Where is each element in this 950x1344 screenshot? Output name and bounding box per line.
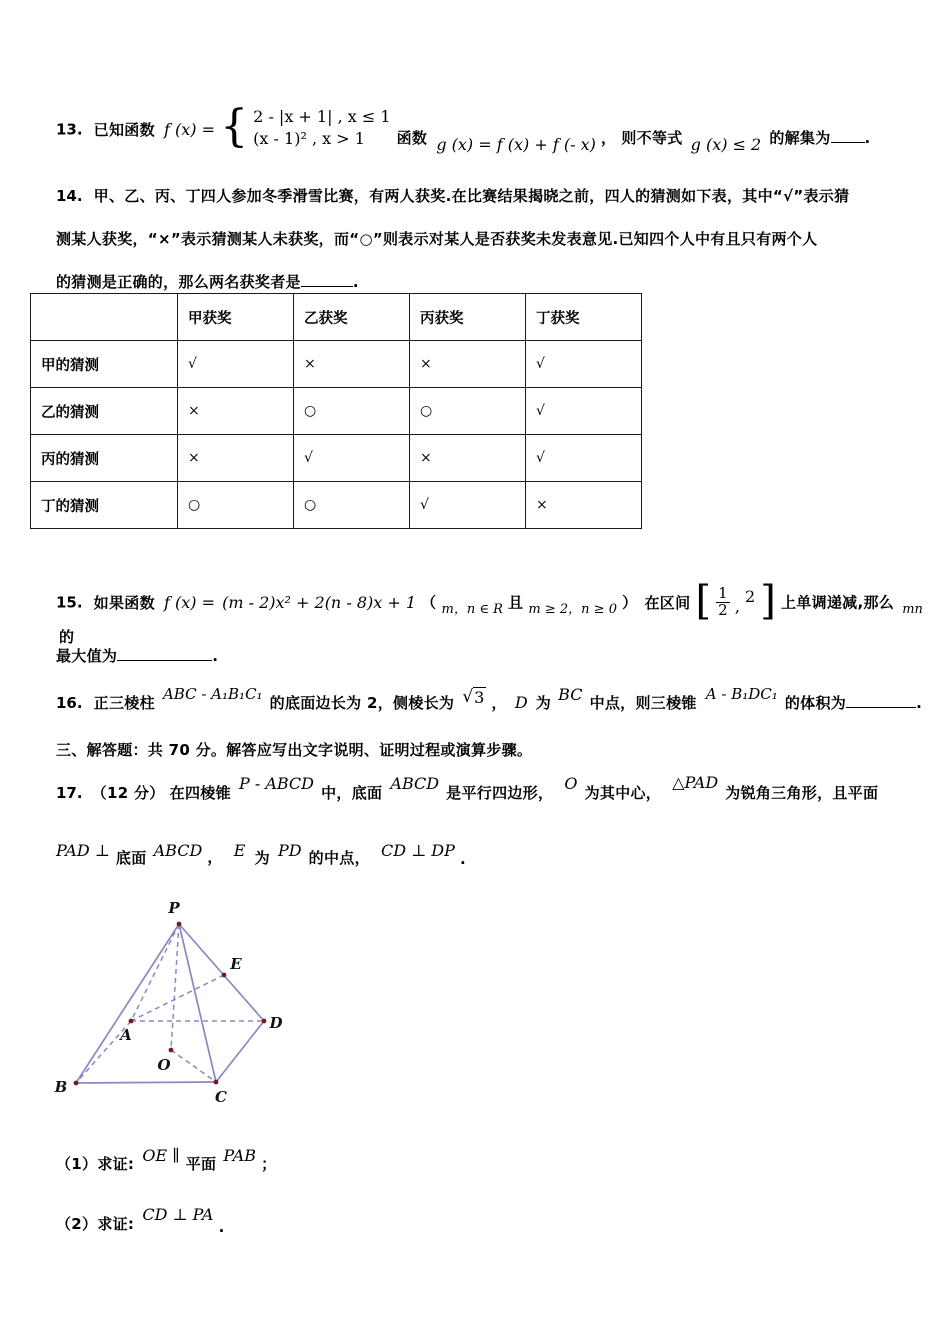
interval-fraction-numerator: 1 bbox=[718, 583, 728, 602]
vertex-dot-D bbox=[262, 1019, 267, 1024]
question-15-interval-lead: 在区间 bbox=[644, 593, 691, 612]
table-row bbox=[31, 435, 642, 482]
question-16 bbox=[56, 685, 946, 713]
question-13 bbox=[56, 101, 926, 154]
question-16-prism: ABC - A₁B₁C₁ bbox=[162, 685, 263, 704]
vertex-label-E: E bbox=[230, 955, 242, 973]
question-16-lead: 正三棱柱 bbox=[93, 694, 155, 713]
question-16-tail: 的体积为 bbox=[784, 694, 847, 713]
radical-sign: √ bbox=[462, 687, 474, 708]
vertex-dot-E bbox=[222, 973, 227, 978]
question-14-answer-blank[interactable] bbox=[301, 271, 353, 287]
vertex-label-C: C bbox=[215, 1088, 227, 1106]
question-13-gx: g (x) = f (x) + f (- x) bbox=[436, 134, 596, 154]
pyramid-figure bbox=[40, 890, 360, 1120]
question-17-point-o: O bbox=[564, 774, 578, 793]
question-15-condition-1: m，n ∈ R bbox=[441, 601, 503, 617]
question-17-sub-1-body: OE ∥ bbox=[142, 1146, 180, 1165]
table-cell-1-3: √ bbox=[526, 388, 642, 435]
question-17-number: 17. bbox=[56, 784, 83, 802]
question-17-pad-perp: PAD ⊥ bbox=[56, 841, 110, 860]
vertex-label-P: P bbox=[168, 899, 180, 917]
question-13-end: . bbox=[864, 128, 871, 147]
question-15-de: 的 bbox=[59, 628, 75, 646]
question-14-text-line-3: 的猜测是正确的，那么两名获奖者是 bbox=[56, 273, 301, 292]
question-14-line-1 bbox=[56, 185, 936, 206]
question-15-paren-close: ） bbox=[622, 593, 638, 612]
vertex-dot-C bbox=[214, 1080, 219, 1085]
table-row bbox=[31, 388, 642, 435]
question-17-sub-1-end: ； bbox=[261, 1155, 277, 1173]
question-15-answer-blank[interactable] bbox=[117, 645, 212, 661]
interval-fraction-denominator: 2 bbox=[718, 600, 728, 619]
table-cell-0-2: × bbox=[410, 341, 526, 388]
vertex-dot-A bbox=[129, 1019, 134, 1024]
question-15-line-2-text: 最大值为 bbox=[56, 647, 118, 666]
question-13-mid: 函数 bbox=[396, 128, 428, 147]
table-col-header-2: 丙获奖 bbox=[410, 294, 526, 341]
table-cell-3-2: √ bbox=[410, 482, 526, 529]
vertex-label-B: B bbox=[54, 1078, 68, 1096]
table-row bbox=[31, 341, 642, 388]
edge-P-O bbox=[171, 924, 179, 1050]
edge-C-D bbox=[216, 1021, 264, 1082]
table-row-label-1: 乙的猜测 bbox=[31, 388, 178, 435]
question-17-line-2-wei: 为 bbox=[254, 849, 270, 867]
table-cell-2-2: × bbox=[410, 435, 526, 482]
question-16-bc: BC bbox=[558, 685, 583, 705]
table-cell-3-1: ○ bbox=[294, 482, 410, 529]
section-3-heading: 三、解答题：共 70 分。解答应写出文字说明、证明过程或演算步骤。 bbox=[56, 741, 533, 759]
interval-separator: , bbox=[734, 596, 740, 616]
vertex-dot-B bbox=[74, 1081, 79, 1086]
question-17-line-2-end: . bbox=[459, 850, 466, 868]
question-15-condition-mid: 且 bbox=[508, 593, 524, 612]
table-cell-2-0: × bbox=[178, 435, 294, 482]
table-cell-1-2: ○ bbox=[410, 388, 526, 435]
question-17-abcd: ABCD bbox=[153, 841, 203, 860]
pyramid-figure-svg bbox=[40, 890, 360, 1120]
question-16-radicand: 3 bbox=[474, 688, 485, 708]
table-cell-0-3: √ bbox=[526, 341, 642, 388]
table-row-label-3: 丁的猜测 bbox=[31, 482, 178, 529]
question-13-piece-1: 2 - |x + 1| , x ≤ 1 bbox=[253, 107, 391, 126]
question-17-mid-1: 中，底面 bbox=[321, 784, 383, 802]
question-13-number: 13. bbox=[56, 120, 83, 139]
edge-P-C bbox=[179, 924, 216, 1082]
question-16-number: 16. bbox=[56, 694, 83, 713]
question-15-interval-upper: 2 bbox=[745, 586, 756, 606]
question-17-line-2 bbox=[56, 840, 946, 868]
vertex-dot-P bbox=[177, 922, 182, 927]
question-13-comma: ， bbox=[600, 128, 617, 147]
table-col-header-1: 乙获奖 bbox=[294, 294, 410, 341]
question-16-answer-blank[interactable] bbox=[846, 692, 916, 708]
question-13-tail: 的解集为 bbox=[769, 128, 831, 147]
question-13-then: 则不等式 bbox=[621, 128, 683, 147]
question-15-interval-fraction bbox=[716, 583, 730, 619]
question-14-line-2: 测某人获奖，“×”表示猜测某人未获奖，而“○”则表示对某人是否获奖未发表意见.已知四个人中有且只有两个人 bbox=[56, 230, 818, 248]
question-17-sub-2-end: . bbox=[218, 1218, 225, 1236]
table-row-label-0: 甲的猜测 bbox=[31, 341, 178, 388]
vertex-label-A: A bbox=[120, 1026, 132, 1044]
question-13-lead: 已知函数 bbox=[93, 120, 155, 139]
question-17-pyramid: P - ABCD bbox=[238, 774, 314, 793]
question-14-text-line-1: 甲、乙、丙、丁四人参加冬季滑雪比赛，有两人获奖.在比赛结果揭晓之前，四人的猜测如下表，其中“√”表示猜 bbox=[93, 187, 850, 205]
question-15-line-1 bbox=[56, 580, 946, 647]
question-17-sub-1-label: （1）求证: bbox=[56, 1155, 135, 1173]
vertex-label-D: D bbox=[269, 1014, 283, 1032]
brace-glyph: { bbox=[220, 101, 249, 152]
question-15-lead: 如果函数 bbox=[93, 593, 155, 612]
question-16-sqrt bbox=[462, 686, 486, 707]
question-17-mid-2: 是平行四边形， bbox=[446, 784, 554, 802]
question-13-piecewise bbox=[220, 101, 391, 152]
question-17-sub-1 bbox=[56, 1146, 277, 1174]
question-15-mn: mn bbox=[902, 601, 923, 617]
question-17-cd-perp-dp: CD ⊥ DP bbox=[380, 841, 455, 860]
table-cell-2-1: √ bbox=[294, 435, 410, 482]
question-14-number: 14. bbox=[56, 187, 83, 205]
table-cell-2-3: √ bbox=[526, 435, 642, 482]
table-cell-0-1: × bbox=[294, 341, 410, 388]
question-13-answer-blank[interactable] bbox=[831, 126, 865, 142]
question-16-end: . bbox=[916, 694, 923, 713]
table-cell-1-1: ○ bbox=[294, 388, 410, 435]
question-17-point-e: E bbox=[233, 841, 246, 860]
question-17-pd: PD bbox=[277, 841, 302, 860]
vertex-label-O: O bbox=[157, 1056, 171, 1074]
question-17-sub-2-label: （2）求证: bbox=[56, 1215, 135, 1233]
question-17-lead: 在四棱锥 bbox=[169, 784, 231, 802]
question-17-points: （12 分） bbox=[91, 784, 165, 802]
table-col-header-3: 丁获奖 bbox=[526, 294, 642, 341]
question-17-base: ABCD bbox=[390, 774, 440, 793]
question-17-line-2-comma: ， bbox=[207, 848, 223, 866]
question-15-line-2 bbox=[56, 645, 218, 666]
edge-B-C bbox=[76, 1082, 216, 1083]
question-17-sub-2 bbox=[56, 1205, 225, 1236]
edge-P-A bbox=[131, 924, 179, 1021]
interval-bracket-left: [ bbox=[695, 578, 712, 624]
table-cell-0-0: √ bbox=[178, 341, 294, 388]
question-14-line-3-end: . bbox=[352, 273, 359, 292]
question-17-line-2-mid: 的中点， bbox=[308, 849, 370, 867]
question-15-paren-open: （ bbox=[421, 593, 437, 612]
question-17-dimian: 底面 bbox=[115, 849, 147, 867]
table-row bbox=[31, 482, 642, 529]
question-15-line-2-end: . bbox=[212, 647, 219, 666]
table-header-row bbox=[31, 294, 642, 341]
question-16-mid-2: 中点，则三棱锥 bbox=[589, 694, 697, 713]
question-13-fx: f (x) = bbox=[163, 119, 215, 139]
table-corner-cell bbox=[31, 294, 178, 341]
question-17-line-1 bbox=[56, 773, 946, 803]
question-17-mid-3: 为其中心， bbox=[584, 784, 662, 802]
guess-table bbox=[30, 293, 642, 529]
question-17-mid-4: 为锐角三角形，且平面 bbox=[725, 784, 879, 802]
question-13-inequality: g (x) ≤ 2 bbox=[690, 134, 762, 154]
table-col-header-0: 甲获奖 bbox=[178, 294, 294, 341]
question-16-mid-1: 的底面边长为 2，侧棱长为 bbox=[269, 694, 455, 713]
edge-E-A bbox=[131, 975, 224, 1021]
question-17-sub-2-body: CD ⊥ PA bbox=[142, 1205, 214, 1224]
table-cell-3-3: × bbox=[526, 482, 642, 529]
question-16-comma: ， bbox=[491, 694, 507, 713]
question-13-piece-2: (x - 1)² , x > 1 bbox=[253, 129, 365, 148]
question-15-interval-tail: 上单调递减,那么 bbox=[780, 593, 895, 612]
question-17-triangle-pad: △PAD bbox=[672, 773, 719, 792]
table-cell-1-0: × bbox=[178, 388, 294, 435]
question-15-condition-2: m ≥ 2，n ≥ 0 bbox=[528, 601, 617, 617]
question-17-sub-1-target: PAB bbox=[223, 1146, 257, 1165]
question-16-tetrahedron: A - B₁DC₁ bbox=[705, 685, 778, 704]
question-15-number: 15. bbox=[56, 593, 83, 612]
question-14-line-3 bbox=[56, 271, 936, 292]
question-17-sub-1-plane: 平面 bbox=[185, 1155, 217, 1173]
interval-bracket-right: ] bbox=[760, 578, 776, 624]
vertex-dot-O bbox=[169, 1048, 174, 1053]
edge-P-D bbox=[179, 924, 264, 1021]
table-cell-3-0: ○ bbox=[178, 482, 294, 529]
question-16-wei: 为 bbox=[535, 694, 552, 713]
question-15-fx: f (x) = bbox=[163, 592, 215, 612]
table-row-label-2: 丙的猜测 bbox=[31, 435, 178, 482]
question-15-expression: (m - 2)x² + 2(n - 8)x + 1 bbox=[222, 592, 417, 612]
question-16-point-d: D bbox=[514, 693, 528, 713]
